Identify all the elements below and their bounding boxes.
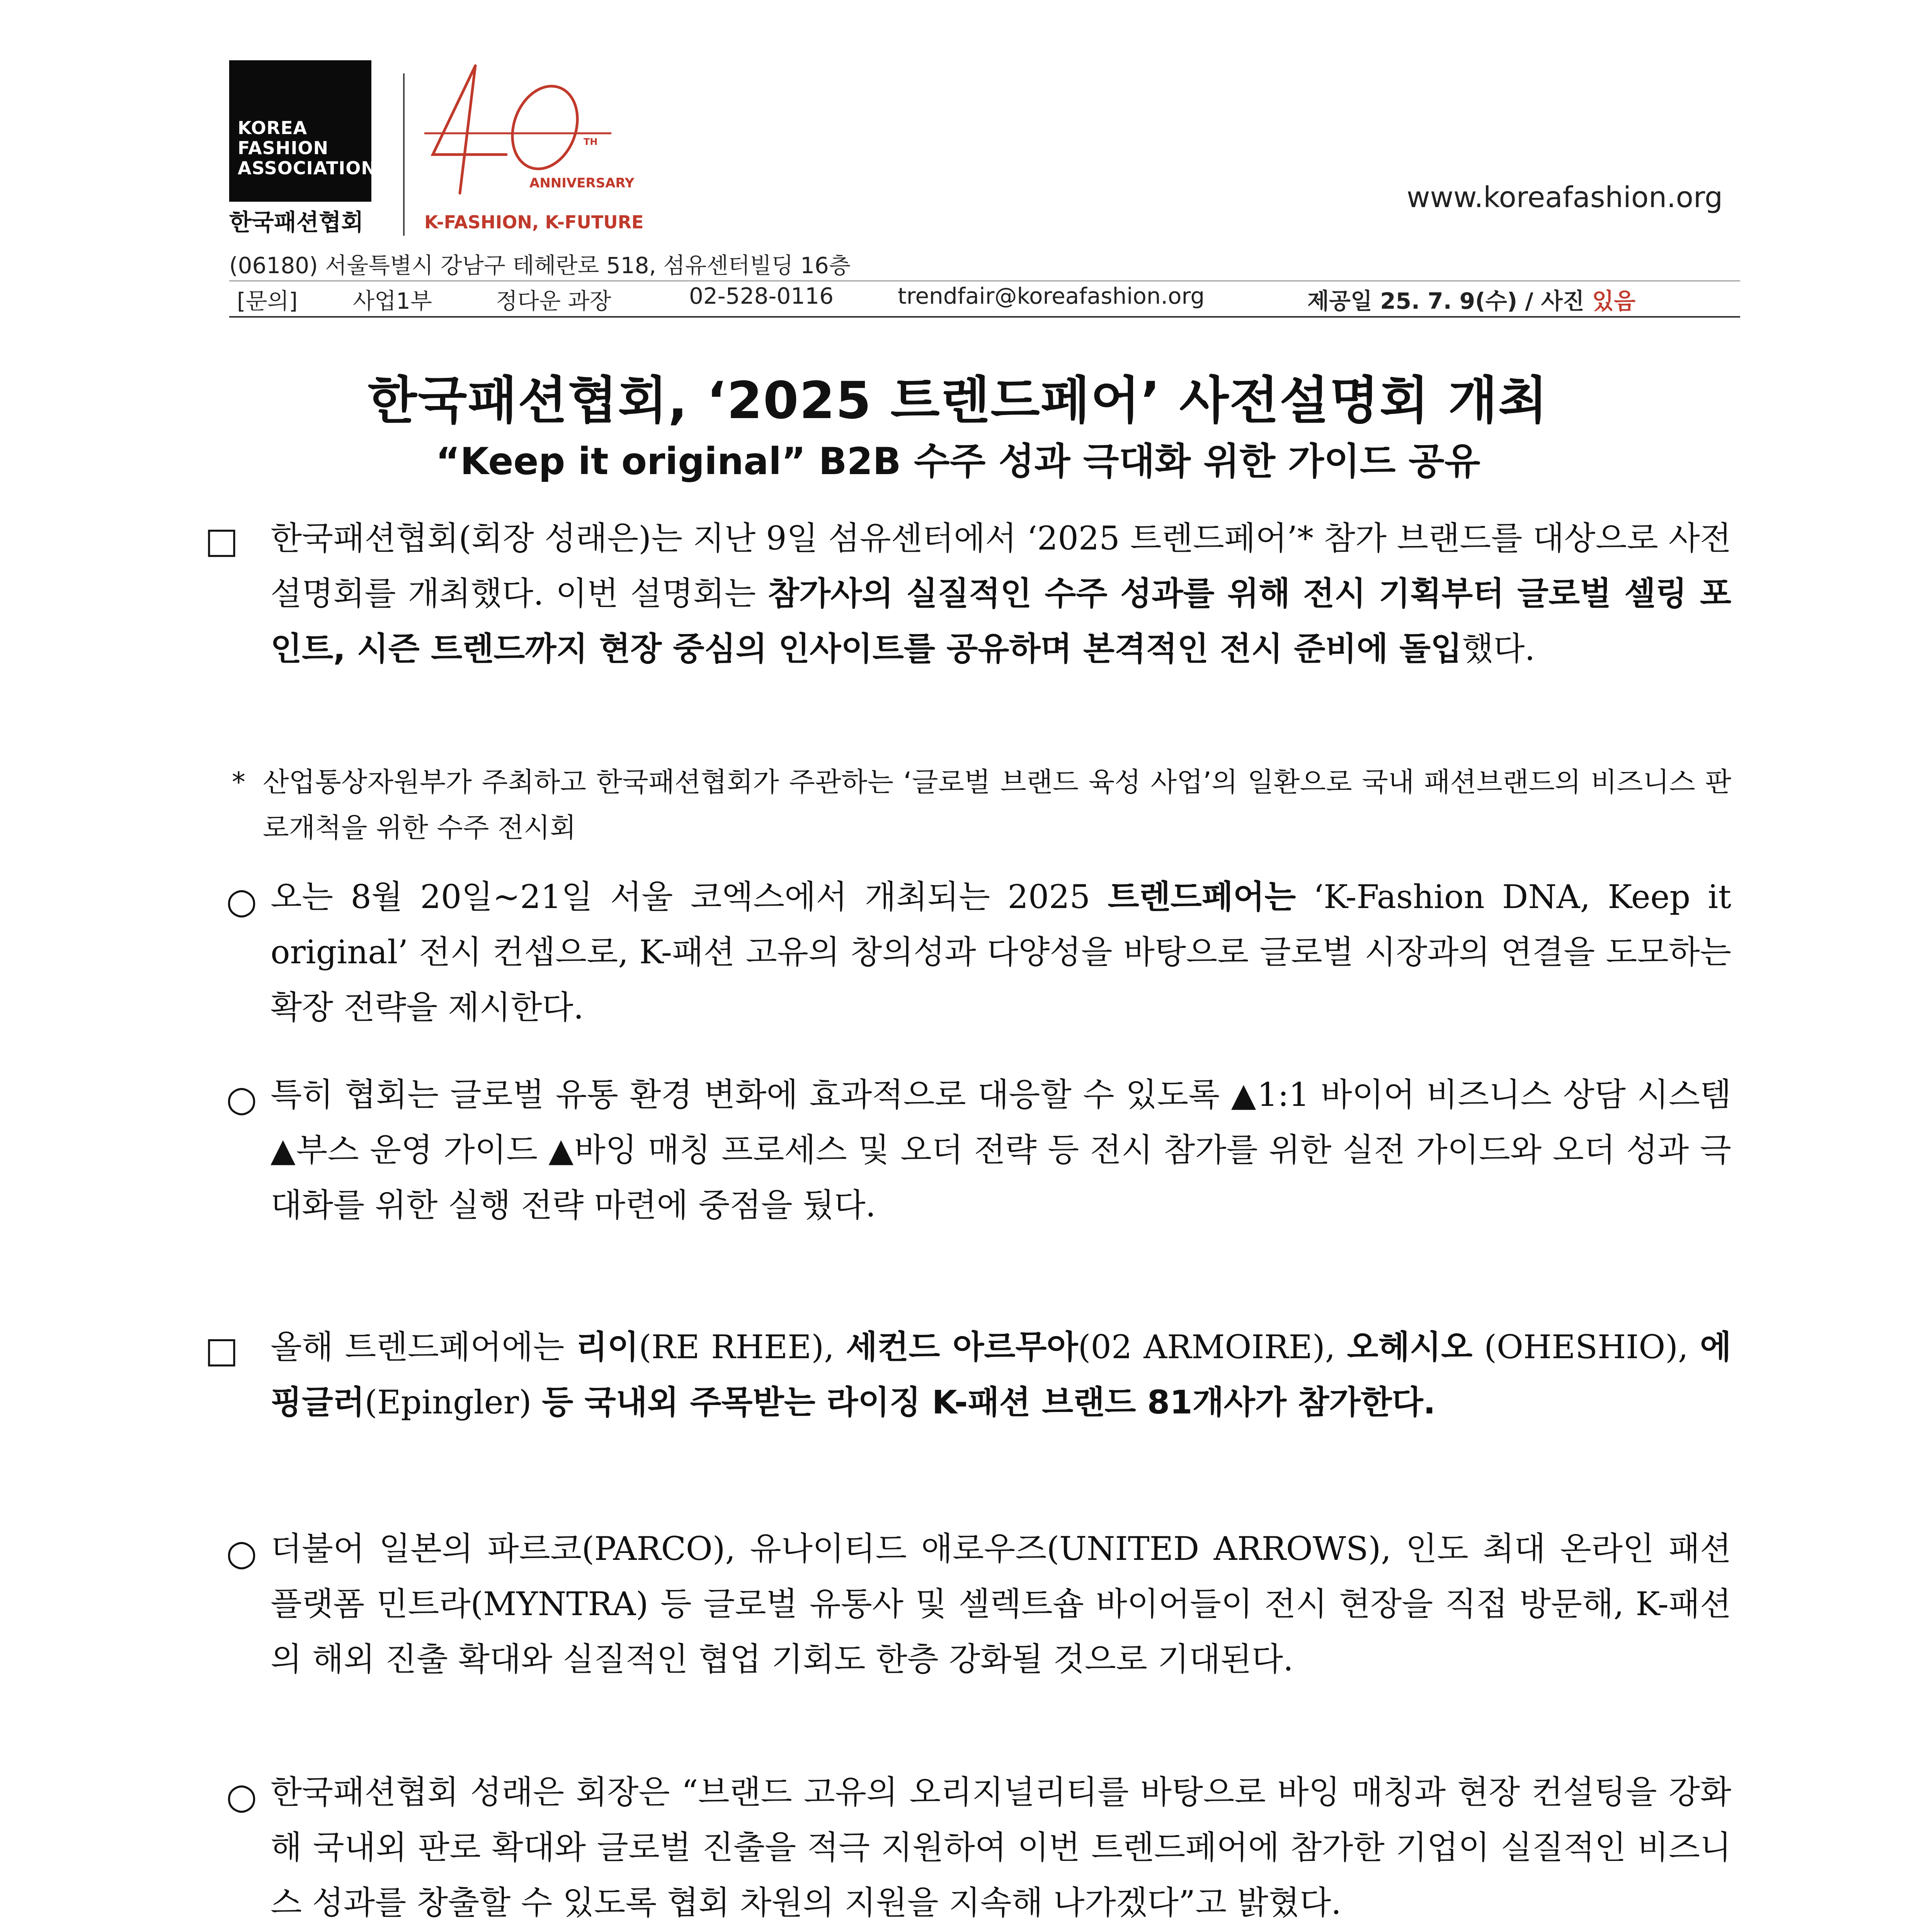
logo-line-2: FASHION — [238, 138, 329, 158]
contact-phone: 02-528-0116 — [689, 283, 834, 309]
paragraph-4-text: 올해 트렌드페어에는 — [271, 1328, 576, 1366]
paragraph-1 — [271, 511, 1731, 677]
40th-anniversary-emblem — [417, 54, 635, 216]
address: (06180) 서울특별시 강남구 테헤란로 518, 섬유센터빌딩 16층 — [229, 252, 851, 279]
logo-korean-name: 한국패션협회 — [229, 209, 364, 236]
logo-divider — [403, 73, 405, 236]
paragraph-4-text-4: (OHESHIO), — [1472, 1328, 1700, 1366]
paragraph-5: 더불어 일본의 파르코(PARCO), 유나이티드 애로우즈(UNITED ARROWS), 인도 최대 온라인 패션 플랫폼 민트라(MYNTRA) 등 글로벌 유통사 및 셀렉트숍 바이어들이 전시 현장을 직접 방문해, K-패션의 해외 진출 확대와 실질적인 협업 기회도 한층 강화될 것으로 기대된다. — [271, 1530, 1731, 1678]
paragraph-2 — [271, 869, 1731, 1035]
page-subtitle: “Keep it original” B2B 수주 성과 극대화 위한 가이드 공유 — [436, 440, 1480, 483]
circle-bullet: ○ — [226, 1078, 257, 1119]
anniversary-label: ANNIVERSARY — [529, 175, 635, 191]
contact-label: [문의] — [237, 288, 298, 314]
brand-epingler: 에핑글러 — [271, 1328, 1732, 1421]
photo-included: 있음 — [1592, 288, 1636, 314]
association-logo — [229, 60, 376, 202]
provide-date-text: 제공일 25. 7. 9(수) / 사진 — [1307, 288, 1593, 314]
circle-bullet: ○ — [226, 1532, 257, 1573]
provide-date — [1307, 283, 1635, 315]
paragraph-3: 특히 협회는 글로벌 유통 환경 변화에 효과적으로 대응할 수 있도록 ▲1:1 바이어 비즈니스 상담 시스템 ▲부스 운영 가이드 ▲바잉 매칭 프로세스 및 오더 전략 등 전시 참가를 위한 실전 가이드와 오더 성과 극대화를 위한 실행 전략 마련에 중점을 뒀다. — [271, 1076, 1731, 1224]
paragraph-4-text-2: (RE RHEE), — [638, 1328, 846, 1366]
slogan: K-FASHION, K-FUTURE — [424, 212, 644, 233]
paragraph-2-text: 오는 8월 20일~21일 서울 코엑스에서 개최되는 2025 — [271, 878, 1108, 916]
brand-02-armoire: 세컨드 아르무아 — [846, 1328, 1078, 1366]
contact-person: 정다운 과장 — [496, 288, 611, 314]
circle-bullet: ○ — [226, 1776, 257, 1817]
logo-line-3: ASSOCIATION — [238, 158, 376, 179]
brand-oheshio: 오헤시오 — [1347, 1328, 1473, 1366]
paragraph-1-tail: 했다. — [1462, 630, 1535, 668]
paragraph-4-text-5: (Epingler) — [364, 1383, 542, 1421]
contact-email[interactable]: trendfair@koreafashion.org — [898, 283, 1205, 309]
paragraph-4-text-3: (02 ARMOIRE), — [1078, 1328, 1347, 1366]
anniversary-th-label: TH — [584, 136, 598, 147]
footnote-text: 산업통상자원부가 주최하고 한국패션협회가 주관하는 ‘글로벌 브랜드 육성 사업’의 일환으로 국내 패션브랜드의 비즈니스 판로개척을 위한 수주 전시회 — [263, 766, 1731, 844]
paragraph-6: 한국패션협회 성래은 회장은 “브랜드 고유의 오리지널리티를 바탕으로 바잉 매칭과 현장 컨설팅을 강화해 국내외 판로 확대와 글로벌 진출을 적극 지원하여 이번 트렌드페어에 참가한 기업이 실질적인 비즈니스 성과를 창출할 수 있도록 협회 차원의 지원을 지속해 나가겠다”고 밝혔다. — [271, 1773, 1731, 1922]
page-title: 한국패션협회, ‘2025 트렌드페어’ 사전설명회 개최 — [368, 371, 1548, 430]
paragraph-2-tail: ‘K-Fashion DNA, Keep it original’ 전시 컨셉으로, K-패션 고유의 창의성과 다양성을 바탕으로 글로벌 시장과의 연결을 도모하는 확장 전략을 제시한다. — [271, 878, 1731, 1026]
paragraph-1-bold: 참가사의 실질적인 수주 성과를 위해 전시 기획부터 글로벌 셀링 포인트, 시즌 트렌드까지 현장 중심의 인사이트를 공유하며 본격적인 전시 준비에 돌입 — [271, 575, 1731, 668]
paragraph-4 — [271, 1320, 1731, 1430]
square-bullet: □ — [205, 520, 238, 561]
header-divider — [229, 316, 1740, 318]
square-bullet: □ — [205, 1329, 238, 1371]
logo-line-1: KOREA — [238, 117, 308, 138]
paragraph-2-bold: 트렌드페어는 — [1108, 878, 1296, 916]
contact-dept: 사업1부 — [353, 288, 432, 314]
contact-row — [229, 283, 1736, 314]
footnote-marker: * — [232, 766, 245, 798]
paragraph-1-text: 한국패션협회(회장 성래은)는 지난 9일 섬유센터에서 ‘2025 트렌드페어’* 참가 브랜드를 대상으로 사전설명회를 개최했다. 이번 설명회는 — [271, 519, 1731, 612]
website-link[interactable]: www.koreafashion.org — [1407, 181, 1723, 214]
circle-bullet: ○ — [226, 880, 257, 922]
paragraph-4-bold-tail: 등 국내외 주목받는 라이징 K-패션 브랜드 81개사가 참가한다. — [542, 1383, 1436, 1421]
brand-re-rhee: 리이 — [576, 1328, 639, 1366]
